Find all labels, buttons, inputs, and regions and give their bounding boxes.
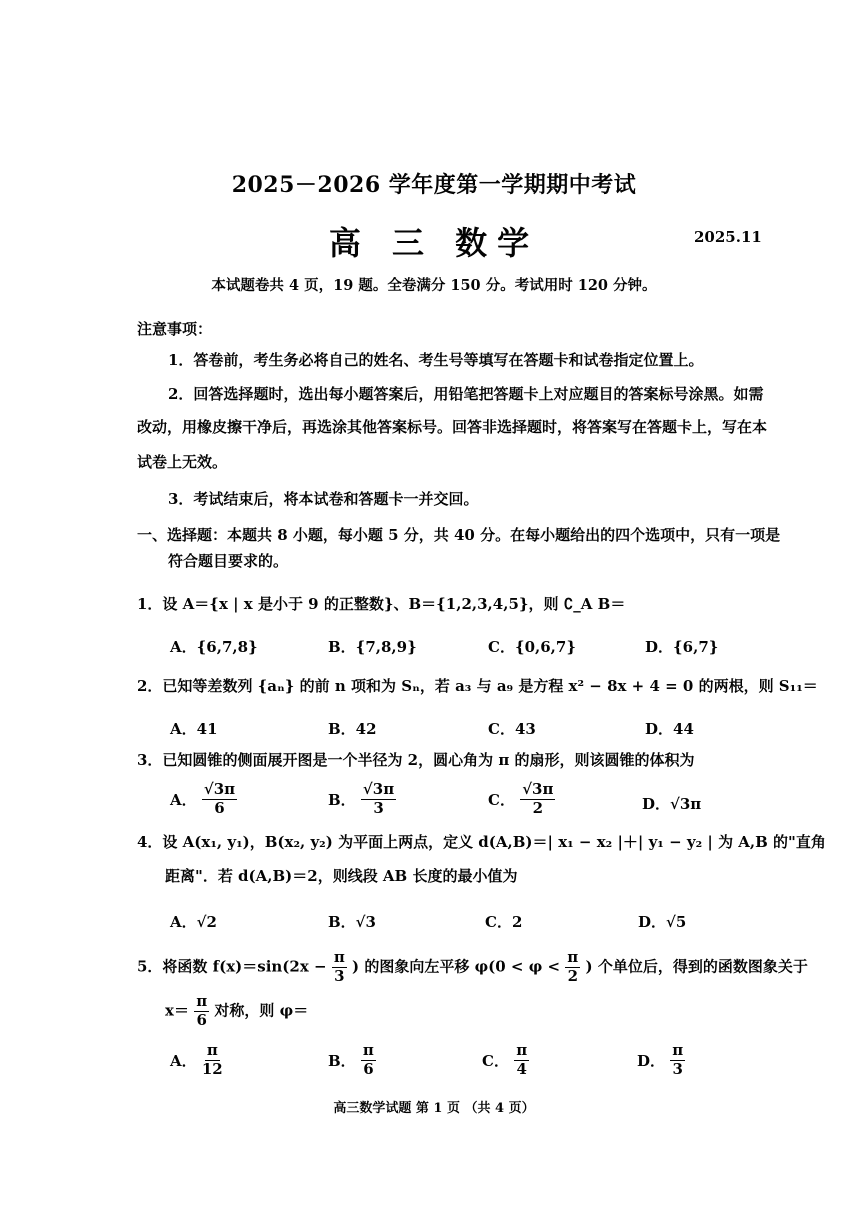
question-1-option-b: B．{7,8,9}: [328, 638, 417, 656]
question-3-option-c-label: C．: [488, 790, 515, 809]
question-5-option-a: [170, 1043, 223, 1078]
fraction-denominator: 12: [201, 1059, 223, 1078]
fraction-denominator: 3: [672, 1059, 683, 1078]
question-5-stem-line-2: [165, 994, 308, 1029]
note-1: 1．答卷前，考生务必将自己的姓名、考生号等填写在答题卡和试卷指定位置上。: [168, 351, 704, 369]
question-2-option-c: C．43: [488, 720, 536, 738]
question-5-line2-part-b: 对称，则 φ＝: [214, 1001, 309, 1020]
question-4-option-d: D．√5: [638, 913, 687, 931]
question-5-line2-fraction: [194, 994, 209, 1029]
exam-date: 2025.11: [694, 228, 762, 246]
question-3-option-c-fraction: [520, 782, 555, 817]
question-4-option-c: C．2: [485, 913, 523, 931]
question-2-option-d: D．44: [645, 720, 694, 738]
question-5-option-d: [637, 1043, 685, 1078]
question-5-option-b-label: B．: [328, 1051, 356, 1070]
question-1-option-c: C．{0,6,7}: [488, 638, 576, 656]
question-3-option-a: [170, 782, 237, 817]
fraction-numerator: π: [196, 992, 208, 1010]
question-3-option-b-label: B．: [328, 790, 356, 809]
question-2-option-b: B．42: [328, 720, 377, 738]
question-5-stem-fraction-2: [565, 950, 580, 985]
question-2-option-a: A．41: [170, 720, 218, 738]
note-2-line-3: 试卷上无效。: [137, 453, 228, 471]
note-3: 3．考试结束后，将本试卷和答题卡一并交回。: [168, 490, 479, 508]
question-5-option-d-label: D．: [637, 1051, 666, 1070]
section-1-line-1: 一、选择题：本题共 8 小题，每小题 5 分，共 40 分。在每小题给出的四个选项中，只有一项是: [137, 526, 781, 544]
question-5-stem-line-1: [137, 950, 808, 985]
question-5-option-c-label: C．: [482, 1051, 509, 1070]
question-5-stem-part-b: ) 的图象向左平移 φ(0 < φ <: [352, 957, 561, 976]
fraction-numerator: √3π: [362, 780, 395, 798]
section-1-line-2: 符合题目要求的。: [168, 552, 289, 570]
question-4-option-a: A．√2: [170, 913, 217, 931]
question-5-option-d-fraction: [670, 1043, 685, 1078]
note-2-line-2: 改动，用橡皮擦干净后，再选涂其他答案标号。回答非选择题时，将答案写在答题卡上，写在本: [137, 418, 768, 436]
question-5-option-b: [328, 1043, 376, 1078]
question-3-option-a-label: A．: [170, 790, 197, 809]
question-1-option-a: A．{6,7,8}: [170, 638, 258, 656]
fraction-denominator: 3: [373, 798, 384, 817]
fraction-numerator: π: [206, 1041, 218, 1059]
fraction-denominator: 2: [532, 798, 544, 817]
notes-heading: 注意事项：: [137, 320, 213, 338]
question-3-stem: 3．已知圆锥的侧面展开图是一个半径为 2，圆心角为 π 的扇形，则该圆锥的体积为: [137, 751, 695, 769]
fraction-denominator: 6: [363, 1059, 374, 1078]
question-3-option-b-fraction: [361, 782, 396, 817]
fraction-numerator: π: [516, 1041, 528, 1059]
fraction-denominator: 6: [196, 1010, 207, 1029]
question-4-option-b: B．√3: [328, 913, 376, 931]
exam-intro: 本试题卷共 4 页，19 题。全卷满分 150 分。考试用时 120 分钟。: [211, 277, 657, 294]
fraction-denominator: 3: [334, 966, 345, 985]
fraction-numerator: √3π: [203, 780, 236, 798]
fraction-denominator: 2: [567, 966, 578, 985]
fraction-denominator: 6: [214, 798, 225, 817]
fraction-denominator: 4: [516, 1059, 527, 1078]
question-5-stem-part-c: ) 个单位后，得到的函数图象关于: [585, 957, 808, 976]
question-3-option-d: D．√3π: [642, 795, 702, 813]
fraction-numerator: π: [333, 948, 345, 966]
fraction-numerator: π: [567, 948, 579, 966]
question-1-option-d: D．{6,7}: [645, 638, 719, 656]
question-3-option-c: [488, 782, 555, 817]
fraction-numerator: π: [362, 1041, 374, 1059]
note-2-line-1: 2．回答选择题时，选出每小题答案后，用铅笔把答题卡上对应题目的答案标号涂黑。如需: [168, 385, 764, 403]
question-2-stem: 2．已知等差数列 {aₙ} 的前 n 项和为 Sₙ，若 a₃ 与 a₉ 是方程 x² − 8x + 4 = 0 的两根，则 S₁₁＝: [137, 677, 818, 695]
question-5-option-c-fraction: [514, 1043, 529, 1078]
exam-title: 2025－2026 学年度第一学期期中考试: [231, 172, 637, 198]
question-5-option-a-fraction: [202, 1043, 223, 1078]
question-5-stem-part-a: 5．将函数 f(x)＝sin(2x −: [137, 957, 327, 976]
question-5-option-c: [482, 1043, 529, 1078]
question-3-option-b: [328, 782, 396, 817]
fraction-numerator: √3π: [522, 780, 554, 798]
question-3-option-a-fraction: [202, 782, 237, 817]
question-5-option-b-fraction: [361, 1043, 376, 1078]
page-footer: 高三数学试题 第 1 页 （共 4 页）: [333, 1101, 535, 1116]
subject-title: 高 三 数学: [328, 224, 540, 262]
question-4-stem-line-1: 4．设 A(x₁, y₁)，B(x₂, y₂) 为平面上两点，定义 d(A,B)＝| x₁ − x₂ |＋| y₁ − y₂ | 为 A,B 的"直角: [137, 833, 826, 851]
question-4-stem-line-2: 距离"．若 d(A,B)＝2，则线段 AB 长度的最小值为: [165, 867, 518, 885]
fraction-numerator: π: [672, 1041, 684, 1059]
question-5-line2-part-a: x＝: [165, 1001, 189, 1020]
question-1-stem: 1．设 A＝{x | x 是小于 9 的正整数}、B＝{1,2,3,4,5}，则 ∁_A B＝: [137, 595, 626, 613]
question-5-option-a-label: A．: [170, 1051, 197, 1070]
question-5-stem-fraction-1: [332, 950, 347, 985]
